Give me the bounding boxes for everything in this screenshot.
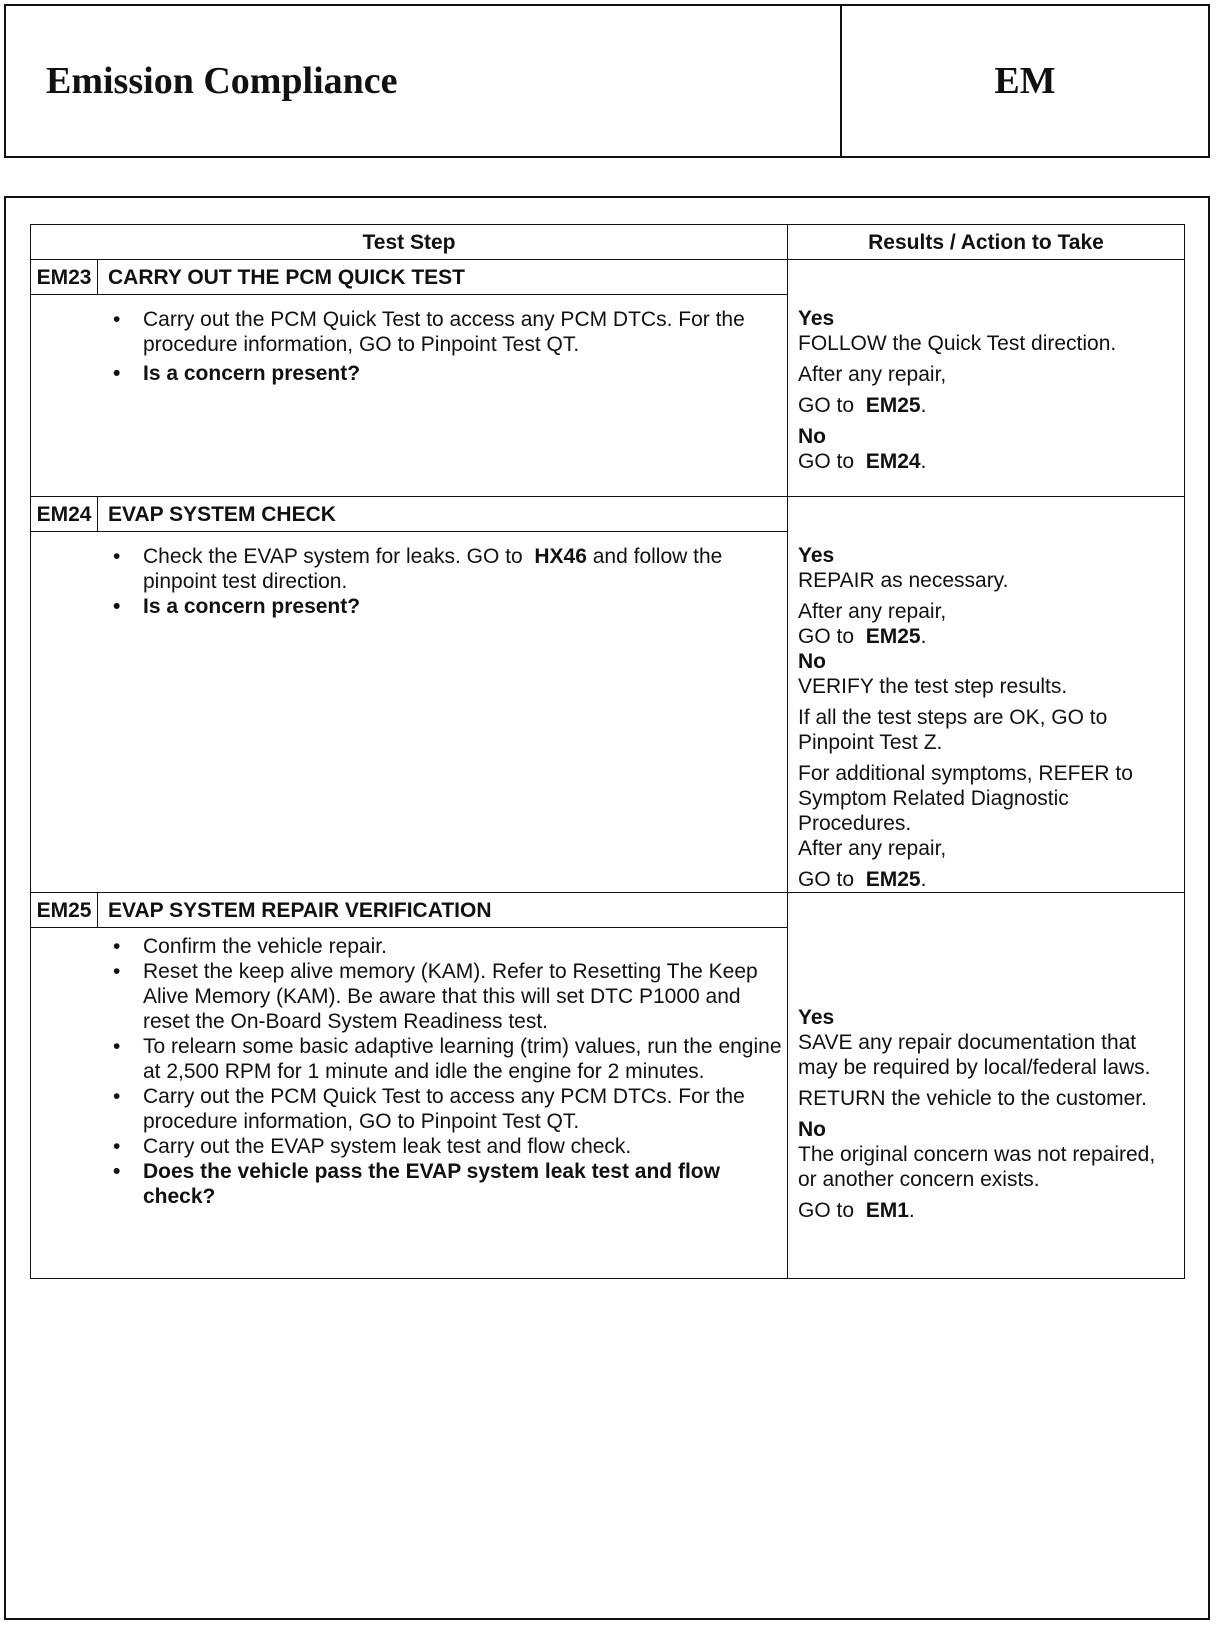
list-item: • Carry out the PCM Quick Test to access any PCM DTCs. For the procedure information, GO to Pinpoint Test QT. (143, 1084, 787, 1134)
result-cell (788, 260, 1185, 497)
table-row (31, 893, 1185, 1279)
goto-line: GO to EM1. (798, 1199, 915, 1222)
result-line: After any repair, (798, 837, 947, 860)
result-line: VERIFY the test step results. (798, 675, 1068, 698)
diagnostic-table (30, 224, 1185, 1279)
yes-label: Yes (798, 544, 835, 567)
step-id: EM24 (31, 497, 98, 531)
goto-ref-link[interactable]: EM25 (865, 868, 921, 891)
step-question: • Is a concern present? (143, 361, 787, 386)
step-question: • Does the vehicle pass the EVAP system leak test and flow check? (143, 1159, 787, 1209)
test-step-cell (31, 260, 788, 497)
step-id: EM25 (31, 893, 98, 927)
goto-ref-link[interactable]: EM1 (865, 1199, 909, 1222)
test-step-cell (31, 893, 788, 1279)
step-header (31, 260, 787, 295)
result-line: REPAIR as necessary. (798, 569, 1009, 592)
goto-ref-link[interactable]: EM25 (865, 625, 921, 648)
goto-prefix: GO to (798, 450, 855, 473)
step-id: EM23 (31, 260, 98, 294)
step-instructions (31, 934, 787, 1209)
result-line: For additional symptoms, REFER to Symptom Related Diagnostic Procedures. (798, 762, 1133, 835)
result-line: RETURN the vehicle to the customer. (798, 1087, 1147, 1110)
goto-ref-link[interactable]: EM25 (865, 394, 921, 417)
step-instructions (31, 544, 787, 619)
list-item: • Confirm the vehicle repair. (143, 934, 787, 959)
goto-prefix: GO to (798, 1199, 855, 1222)
no-label: No (798, 425, 826, 448)
goto-prefix: GO to (798, 394, 855, 417)
no-label: No (798, 1118, 826, 1141)
step-header (31, 497, 787, 532)
instruction-text: and follow the pinpoint test direction. (143, 545, 723, 593)
list-item: • Reset the keep alive memory (KAM). Refer to Resetting The Keep Alive Memory (KAM). Be aware that this will set DTC P1000 and reset the On-Board System Readiness test. (143, 959, 787, 1034)
no-label: No (798, 650, 826, 673)
goto-prefix: GO to (798, 868, 855, 891)
goto-line: GO to EM25. (798, 625, 927, 648)
table-header-row (31, 225, 1185, 260)
section-code: EM (994, 60, 1056, 102)
instruction-text: Check the EVAP system for leaks. GO to (143, 545, 523, 568)
step-title: EVAP SYSTEM REPAIR VERIFICATION (108, 898, 492, 922)
result-line: SAVE any repair documentation that may be required by local/federal laws. (798, 1031, 1151, 1079)
result-line: After any repair, (798, 600, 947, 623)
step-instructions (31, 307, 787, 386)
column-header-results: Results / Action to Take (788, 225, 1185, 260)
result-line: FOLLOW the Quick Test direction. (798, 332, 1117, 355)
step-title: CARRY OUT THE PCM QUICK TEST (108, 265, 466, 289)
result-line: After any repair, (798, 363, 947, 386)
table-row (31, 497, 1185, 893)
section-title: Emission Compliance (6, 6, 842, 156)
result-cell (788, 497, 1185, 893)
list-item: • Carry out the PCM Quick Test to access any PCM DTCs. For the procedure information, GO to Pinpoint Test QT. (143, 307, 787, 357)
step-question: • Is a concern present? (143, 594, 787, 619)
step-title: EVAP SYSTEM CHECK (108, 502, 336, 526)
list-item (143, 544, 787, 594)
goto-line: GO to EM24. (798, 450, 927, 473)
page-header (4, 4, 1210, 158)
goto-prefix: GO to (798, 625, 855, 648)
list-item: • Carry out the EVAP system leak test and flow check. (143, 1134, 787, 1159)
step-header (31, 893, 787, 928)
yes-label: Yes (798, 1006, 835, 1029)
goto-line: GO to EM25. (798, 868, 927, 891)
goto-line: GO to EM25. (798, 394, 927, 417)
result-cell (788, 893, 1185, 1279)
table-row (31, 260, 1185, 497)
pinpoint-ref-link[interactable]: HX46 (534, 545, 587, 568)
list-item: • To relearn some basic adaptive learning (trim) values, run the engine at 2,500 RPM for 1 minute and idle the engine for 2 minutes. (143, 1034, 787, 1084)
goto-ref-link[interactable]: EM24 (865, 450, 921, 473)
result-line: If all the test steps are OK, GO to Pinpoint Test Z. (798, 706, 1108, 754)
test-step-cell (31, 497, 788, 893)
result-line: The original concern was not repaired, or another concern exists. (798, 1143, 1156, 1191)
yes-label: Yes (798, 307, 835, 330)
column-header-test-step: Test Step (31, 225, 788, 260)
